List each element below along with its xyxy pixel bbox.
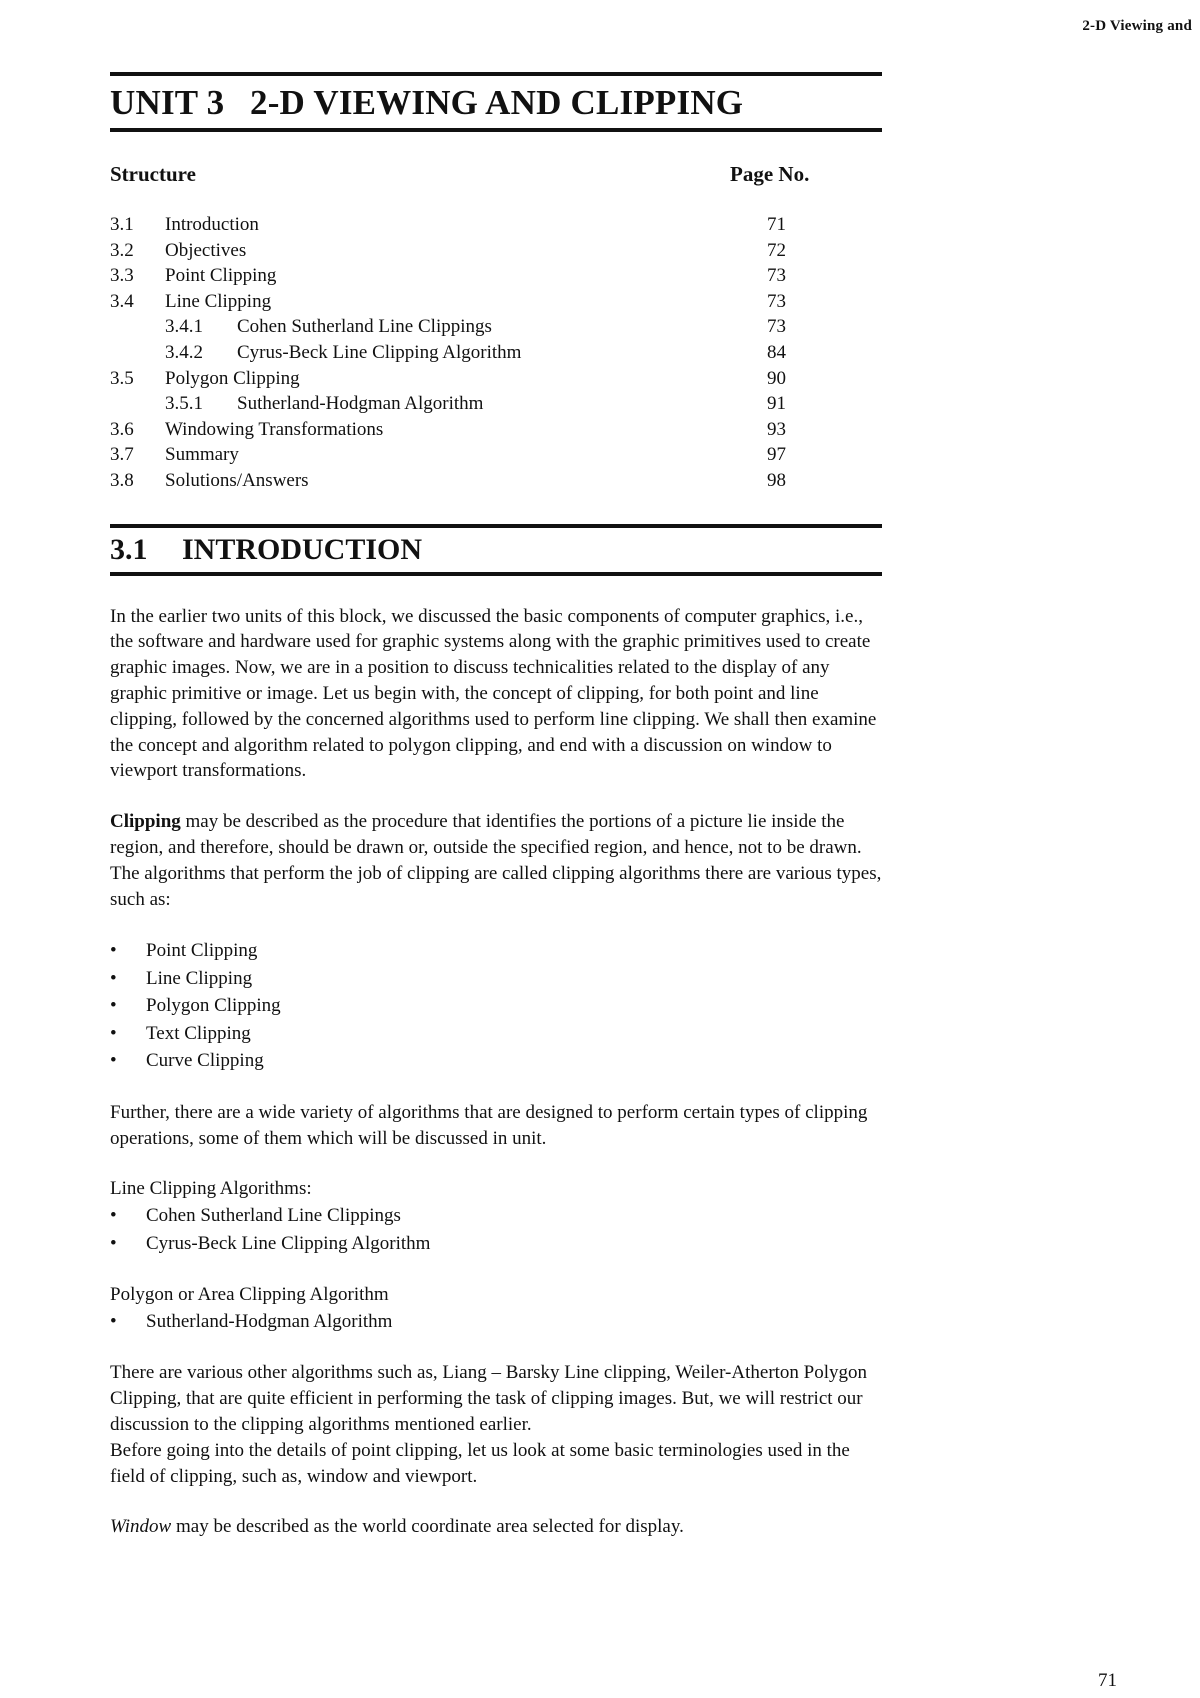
toc-entry-page: 72	[767, 239, 786, 261]
toc-entry-page: 73	[767, 290, 786, 312]
page-number: 71	[1098, 1670, 1117, 1691]
toc-entry-title: Cyrus-Beck Line Clipping Algorithm	[237, 341, 522, 363]
toc-entry-page: 71	[767, 214, 786, 235]
list-item	[110, 1202, 882, 1230]
window-term: Window	[110, 1516, 172, 1538]
bullet-icon: •	[110, 1050, 117, 1072]
list-item	[110, 1308, 882, 1336]
other-algorithms-paragraph: There are various other algorithms such as, Liang – Barsky Line clipping, Weiler-Atherton Polygon Clipping, that are quite efficient in performing the task of clipping images. But, we will restrict our discussion to the clipping algorithms mentioned earlier.	[110, 1362, 868, 1436]
page-no-label: Page No.	[730, 162, 810, 186]
list-item	[110, 1020, 882, 1048]
list-item-text: Cohen Sutherland Line Clippings	[146, 1205, 401, 1227]
bullet-icon: •	[110, 1310, 117, 1332]
list-item-text: Polygon Clipping	[146, 995, 281, 1017]
list-item-text: Point Clipping	[146, 940, 258, 962]
algorithms-paragraph: Further, there are a wide variety of algorithms that are designed to perform certain types of clipping operations, some of them which will be discussed in unit.	[110, 1101, 868, 1149]
toc-entry-title: Windowing Transformations	[165, 418, 384, 440]
list-item-text: Curve Clipping	[146, 1050, 264, 1072]
list-item	[110, 992, 882, 1020]
toc-entry-number: 3.1	[110, 214, 134, 235]
clipping-definition-paragraph	[110, 809, 882, 912]
toc-entry	[110, 442, 882, 468]
section-heading-block	[110, 524, 882, 576]
toc-entry-page: 90	[767, 367, 786, 389]
unit-number: UNIT 3	[110, 83, 225, 122]
toc-entry-title: Polygon Clipping	[165, 367, 300, 389]
toc-entry-title: Introduction	[165, 214, 259, 235]
list-item	[110, 1047, 882, 1075]
terminology-paragraph: Before going into the details of point clipping, let us look at some basic terminologies used in the field of clipping, such as, window and viewport.	[110, 1439, 850, 1487]
bullet-icon: •	[110, 995, 117, 1017]
toc-entry-number: 3.5	[110, 367, 134, 389]
toc-header	[110, 162, 882, 188]
toc-entry-page: 98	[767, 469, 786, 491]
toc-entry	[110, 417, 882, 443]
toc-entry-number: 3.8	[110, 469, 134, 491]
list-item	[110, 937, 882, 965]
polygon-algorithms-label: Polygon or Area Clipping Algorithm	[110, 1284, 389, 1306]
clipping-types-list	[110, 937, 882, 1075]
list-item	[110, 965, 882, 993]
section-title-text: INTRODUCTION	[182, 532, 423, 566]
title-bottom-rule	[110, 128, 882, 132]
toc-entry-title: Summary	[165, 444, 239, 466]
toc-entry	[110, 238, 882, 264]
toc-subentry	[110, 391, 882, 417]
title-top-rule	[110, 72, 882, 76]
toc-subentry	[110, 340, 882, 366]
toc-entry-title: Solutions/Answers	[165, 469, 309, 491]
toc-entry-page: 73	[767, 316, 786, 338]
toc-entry-number: 3.6	[110, 418, 134, 440]
list-item-text: Text Clipping	[146, 1022, 251, 1044]
list-item	[110, 1230, 882, 1258]
toc-entry-page: 93	[767, 418, 786, 440]
toc-entry-page: 91	[767, 393, 786, 415]
toc-entry-page: 84	[767, 341, 786, 363]
toc-entry-number: 3.2	[110, 239, 134, 261]
toc-entry-number: 3.4	[110, 290, 134, 312]
bullet-icon: •	[110, 1232, 117, 1254]
line-algorithms-label: Line Clipping Algorithms:	[110, 1178, 312, 1200]
clipping-term: Clipping	[110, 811, 181, 833]
table-of-contents	[110, 212, 882, 494]
toc-entry	[110, 366, 882, 392]
bullet-icon: •	[110, 967, 117, 989]
toc-entry-number: 3.4.1	[165, 316, 203, 338]
toc-entry-title: Sutherland-Hodgman Algorithm	[237, 393, 484, 415]
toc-subentry	[110, 314, 882, 340]
section-number: 3.1	[110, 532, 148, 566]
toc-entry-page: 73	[767, 265, 786, 287]
toc-entry	[110, 263, 882, 289]
section-bottom-rule	[110, 572, 882, 576]
bullet-icon: •	[110, 1022, 117, 1044]
section-top-rule	[110, 524, 882, 528]
toc-entry-number: 3.5.1	[165, 393, 203, 415]
toc-entry-number: 3.4.2	[165, 341, 203, 363]
toc-entry	[110, 468, 882, 494]
list-item-text: Line Clipping	[146, 967, 253, 989]
unit-title	[110, 80, 882, 126]
toc-entry	[110, 212, 882, 238]
line-algorithms-list	[110, 1202, 882, 1257]
toc-entry-number: 3.7	[110, 444, 134, 466]
clipping-definition-text: may be described as the procedure that identifies the portions of a picture lie inside the region, and therefore, should be drawn or, outside the specified region, and hence, not to be drawn. The algorithms that perform the job of clipping are called clipping algorithms there are various types, such as:	[110, 811, 882, 910]
window-definition-text: may be described as the world coordinate area selected for display.	[171, 1516, 684, 1538]
structure-label: Structure	[110, 162, 196, 186]
section-title	[110, 530, 882, 570]
running-head: 2-D Viewing and	[1082, 18, 1192, 34]
intro-paragraph: In the earlier two units of this block, we discussed the basic components of computer graphics, i.e., the software and hardware used for graphic systems along with the graphic primitives used to create graphic images. Now, we are in a position to discuss technicalities related to the display of any graphic primitive or image. Let us begin with, the concept of clipping, for both point and line clipping, followed by the concerned algorithms used to perform line clipping. We shall then examine the concept and algorithm related to polygon clipping, and end with a discussion on window to viewport transformations.	[110, 605, 877, 782]
toc-entry	[110, 289, 882, 315]
page-content	[110, 72, 882, 1540]
unit-title-text: 2-D VIEWING AND CLIPPING	[250, 83, 744, 122]
list-item-text: Cyrus-Beck Line Clipping Algorithm	[146, 1232, 431, 1254]
toc-entry-page: 97	[767, 444, 786, 466]
list-item-text: Sutherland-Hodgman Algorithm	[146, 1310, 393, 1332]
toc-entry-title: Line Clipping	[165, 290, 272, 312]
toc-entry-title: Objectives	[165, 239, 247, 261]
toc-entry-title: Cohen Sutherland Line Clippings	[237, 316, 492, 338]
bullet-icon: •	[110, 940, 117, 962]
toc-entry-number: 3.3	[110, 265, 134, 287]
bullet-icon: •	[110, 1205, 117, 1227]
toc-entry-title: Point Clipping	[165, 265, 277, 287]
polygon-algorithms-list	[110, 1308, 882, 1336]
window-definition-paragraph	[110, 1514, 882, 1540]
